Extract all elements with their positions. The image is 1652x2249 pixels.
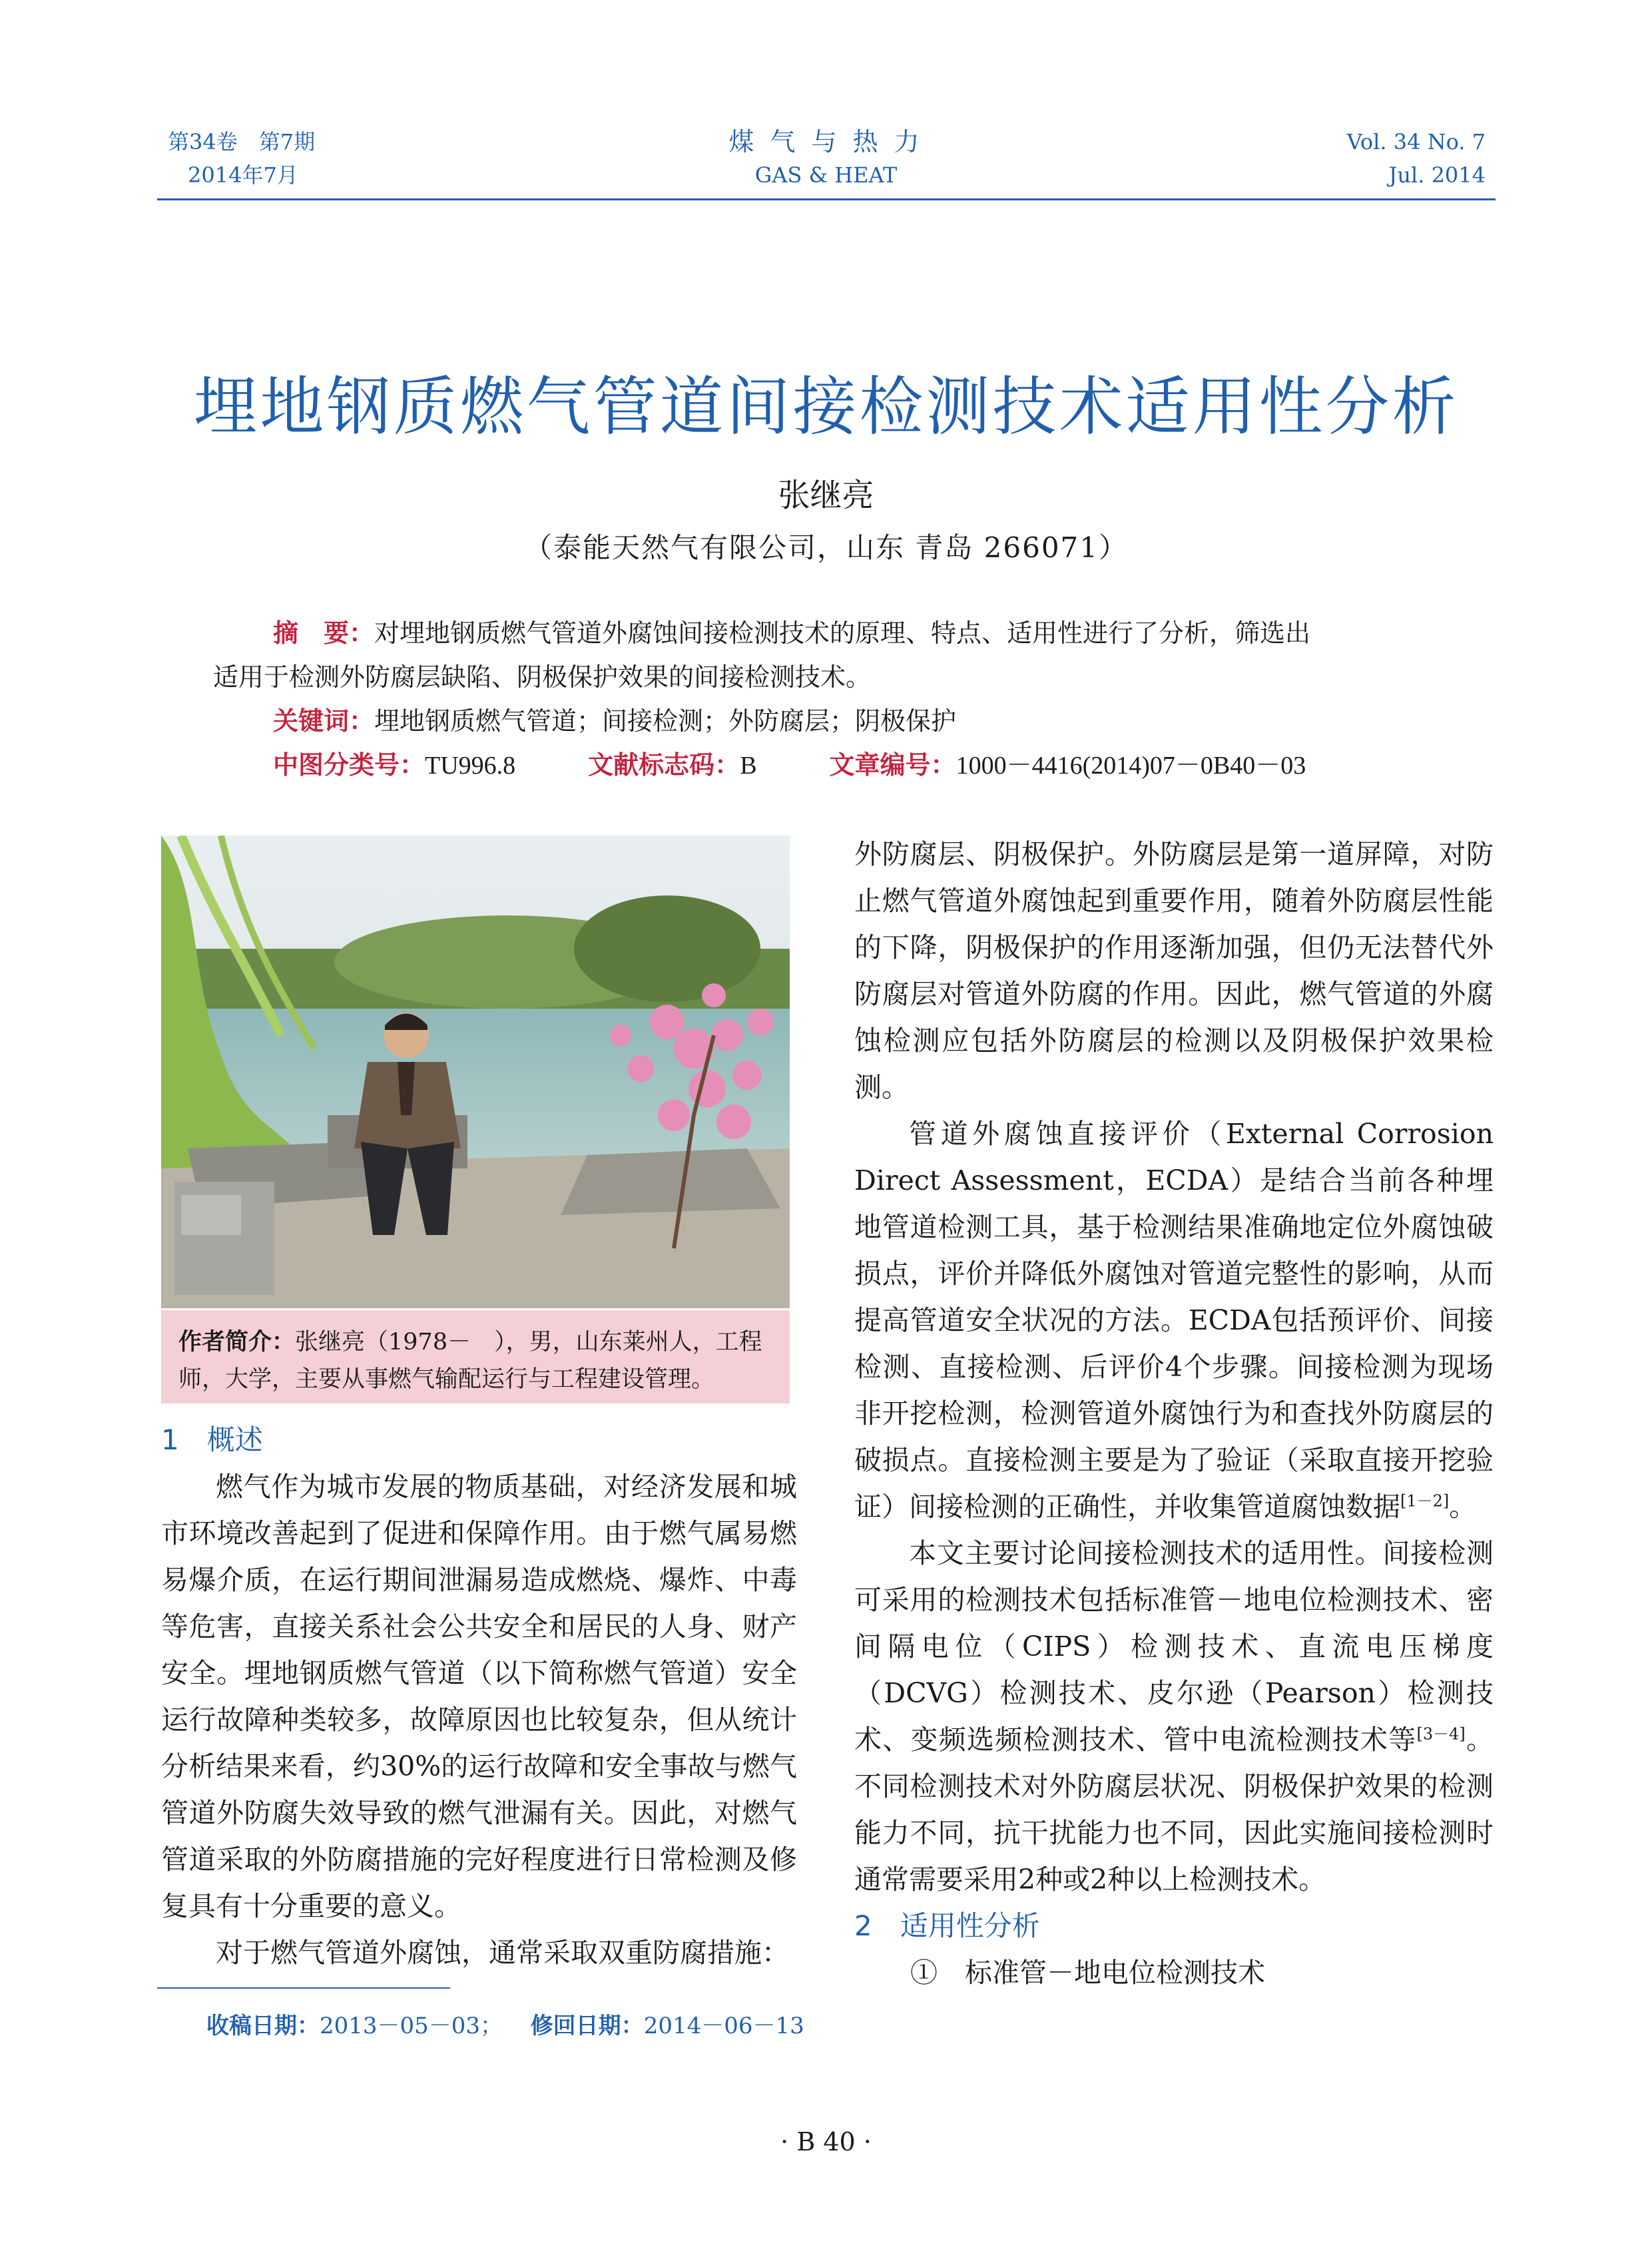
article-no-value: 1000－4416(2014)07－0B40－03 [956, 752, 1306, 780]
article-author: 张继亮 [778, 477, 874, 514]
volume-issue-text: 第34卷 第7期 [168, 129, 316, 154]
revised-date: 2014－06－13 [643, 2013, 804, 2039]
right-paragraph3 [854, 1530, 1494, 1903]
right-paragraph2-end: 。 [1449, 1491, 1477, 1523]
page-number: · B 40 · [780, 2127, 872, 2156]
footnote-rule [157, 1987, 450, 1989]
section2-heading: 2 适用性分析 [854, 1909, 1040, 1942]
author-photo [161, 836, 790, 1308]
author-bio [161, 1310, 790, 1403]
doc-code-label: 文献标志码： [588, 750, 740, 780]
abstract-line1: 对埋地钢质燃气管道外腐蚀间接检测技术的原理、特点、适用性进行了分析，筛选出 [374, 619, 1311, 648]
left-column [161, 1417, 797, 1976]
section1-heading: 1 概述 [161, 1423, 263, 1456]
clc-value: TU996.8 [425, 752, 516, 780]
journal-name-en: GAS & HEAT [754, 162, 898, 188]
citation-3-4: [3－4] [1416, 1724, 1466, 1744]
citation-1-2: [1－2] [1400, 1491, 1450, 1511]
section1-paragraph1: 燃气作为城市发展的物质基础，对经济发展和城市环境改善起到了促进和保障作用。由于燃气属易燃易爆介质，在运行期间泄漏易造成燃烧、爆炸、中毒等危害，直接关系社会公共安全和居民的人身、财产安全。埋地钢质燃气管道（以下简称燃气管道）安全运行故障种类较多，故障原因也比较复杂，但从统计分析结果来看，约30%的运行故障和安全事故与燃气管道外防腐失效导致的燃气泄漏有关。因此，对燃气管道采取的外防腐措施的完好程度进行日常检测及修复具有十分重要的意义。 [161, 1471, 797, 1922]
clc-label: 中图分类号： [273, 750, 425, 780]
author-affiliation: （泰能天然气有限公司，山东 青岛 266071） [523, 531, 1129, 564]
issue-date-text: 2014年7月 [188, 162, 298, 188]
journal-name-cn: 煤 气 与 热 力 [728, 127, 924, 156]
abstract-line2: 适用于检测外防腐层缺陷、阴极保护效果的间接检测技术。 [213, 662, 872, 692]
author-bio-line1: 张继亮（1978－ ），男，山东莱州人，工程 [295, 1329, 762, 1356]
right-paragraph1: 外防腐层、阴极保护。外防腐层是第一道屏障，对防止燃气管道外腐蚀起到重要作用，随着外防腐层性能的下降，阴极保护的作用逐渐加强，但仍无法替代外防腐层对管道外防腐的作用。因此，燃气管道的外腐蚀检测应包括外防腐层的检测以及阴极保护效果检测。 [854, 838, 1494, 1103]
right-paragraph2 [854, 1111, 1494, 1530]
received-date: 2013－05－03； [320, 2013, 503, 2039]
received-label: 收稿日期： [206, 2013, 320, 2039]
article-no-label: 文章编号： [829, 750, 956, 780]
right-paragraph3-end: 。不同检测技术对外防腐层状况、阴极保护效果的检测能力不同，抗干扰能力也不同，因此实施间接检测时通常需要采用2种或2种以上检测技术。 [854, 1724, 1494, 1895]
abstract-label: 摘 要： [273, 619, 375, 648]
abstract [213, 611, 1452, 788]
right-paragraph3-text: 本文主要讨论间接检测技术的适用性。间接检测可采用的检测技术包括标准管－地电位检测技术、密间隔电位（CIPS）检测技术、直流电压梯度（DCVG）检测技术、皮尔逊（Pearson）检测技术、变频选频检测技术、管中电流检测技术等 [854, 1537, 1494, 1756]
author-photo-image [161, 836, 790, 1308]
date-en-text: Jul. 2014 [1388, 162, 1486, 188]
keywords-text: 埋地钢质燃气管道；间接检测；外防腐层；阴极保护 [374, 706, 957, 736]
doc-code-value: B [740, 752, 757, 780]
author-bio-label: 作者简介： [178, 1329, 296, 1356]
footnote-dates [206, 2007, 804, 2045]
revised-label: 修回日期： [530, 2013, 644, 2039]
section1-paragraph2: 对于燃气管道外腐蚀，通常采取双重防腐措施： [216, 1937, 789, 1969]
right-paragraph2-text: 管道外腐蚀直接评价（External Corrosion Direct Assessment，ECDA）是结合当前各种埋地管道检测工具，基于检测结果准确地定位外腐蚀破损点，评价并降低外腐蚀对管道完整性的影响，从而提高管道安全状况的方法。ECDA包括预评价、间接检测、直接检测、后评价4个步骤。间接检测为现场非开挖检测，检测管道外腐蚀行为和查找外防腐层的破损点。直接检测主要是为了验证（采取直接开挖验证）间接检测的正确性，并收集管道腐蚀数据 [854, 1118, 1494, 1523]
article-title: 埋地钢质燃气管道间接检测技术适用性分析 [193, 370, 1459, 444]
journal-volume-en [1347, 125, 1486, 192]
right-column [854, 831, 1494, 1996]
subsection-item1: ① 标准管－地电位检测技术 [910, 1957, 1265, 1989]
author-bio-line2: 师，大学，主要从事燃气输配运行与工程建设管理。 [178, 1366, 715, 1393]
header-rule [157, 198, 1496, 200]
keywords-label: 关键词： [273, 706, 375, 736]
volume-en-text: Vol. 34 No. 7 [1346, 129, 1486, 154]
